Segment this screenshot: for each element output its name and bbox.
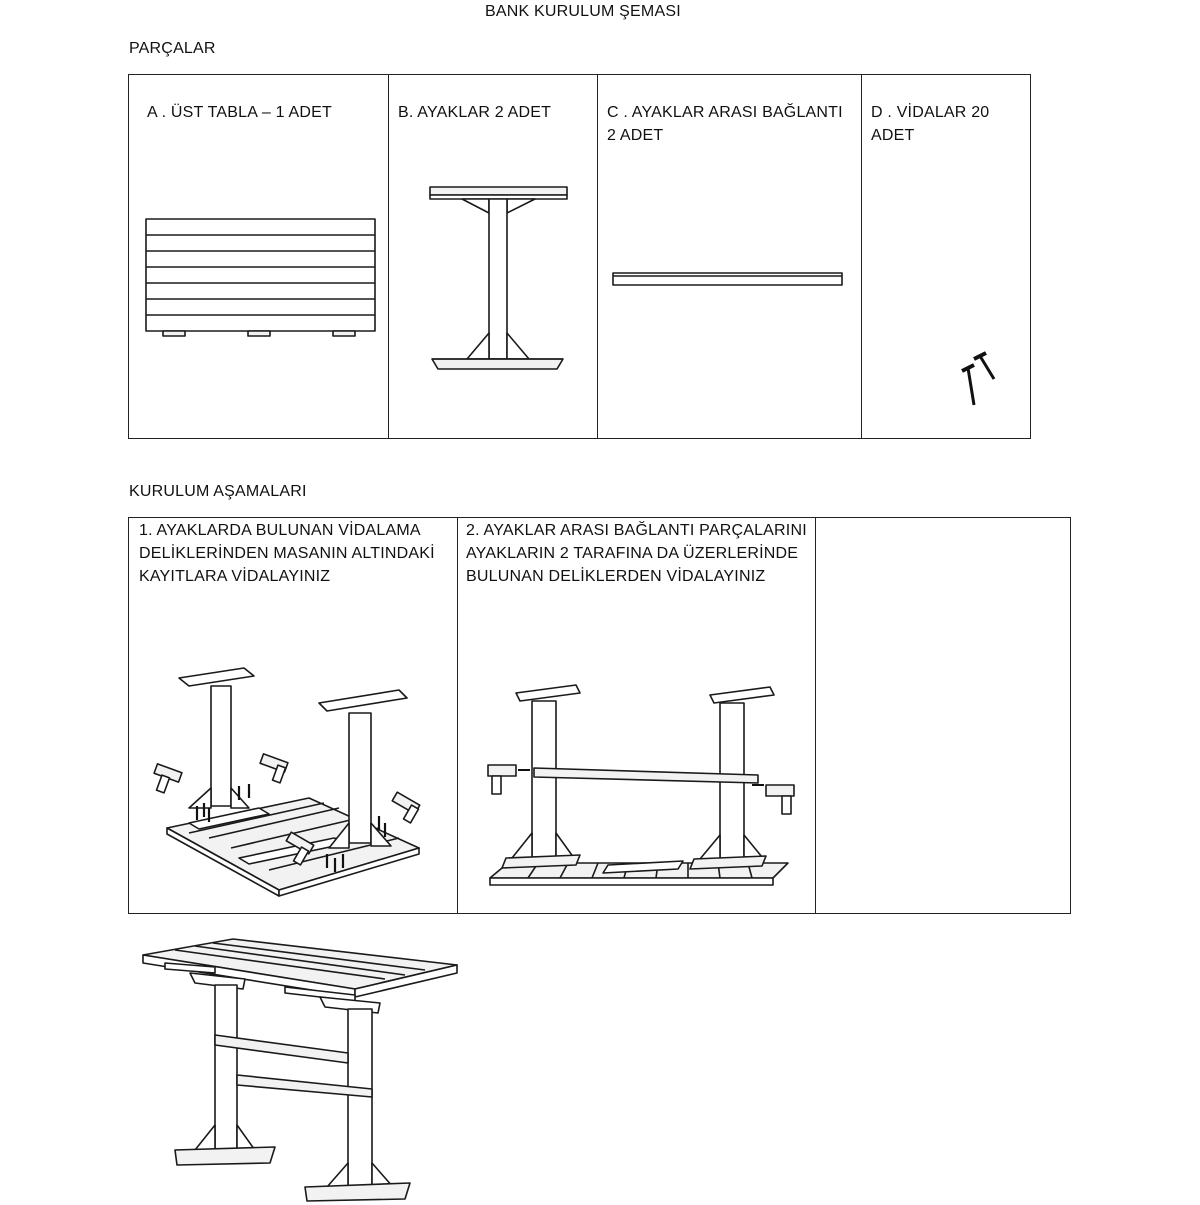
- parts-heading: PARÇALAR: [129, 40, 216, 57]
- drill-icon: [260, 754, 288, 783]
- part-label-table-top: A . ÜST TABLA – 1 ADET: [147, 104, 332, 121]
- drill-icon: [488, 765, 516, 794]
- step-label-1: 1. AYAKLARDA BULUNAN VİDALAMA DELİKLERİNDEN MASANIN ALTINDAKİ KAYITLARA VİDALAYINIZ: [139, 522, 435, 585]
- drill-icon: [154, 764, 182, 793]
- part-cell-legs: [388, 74, 598, 439]
- screws-icon: [950, 345, 1010, 415]
- leg-icon: [427, 183, 577, 383]
- step-label-2: 2. AYAKLAR ARASI BAĞLANTI PARÇALARINI AYAKLARIN 2 TARAFINA DA ÜZERLERİNDE BULUNAN DELİKLERDEN VİDALAYINIZ: [466, 522, 807, 585]
- connector-bar-icon: [610, 267, 850, 297]
- finished-table-illustration: [135, 935, 475, 1205]
- part-cell-connector: [597, 74, 862, 439]
- step1-assembly-illustration: [149, 658, 449, 918]
- part-cell-screws: [861, 74, 1031, 439]
- part-label-connector: C . AYAKLAR ARASI BAĞLANTI 2 ADET: [607, 104, 843, 144]
- drill-icon: [392, 792, 420, 823]
- step-cell-3: [815, 517, 1071, 914]
- table-top-icon: [143, 215, 383, 345]
- document-title: BANK KURULUM ŞEMASI: [485, 3, 681, 20]
- step-cell-1: [128, 517, 458, 914]
- step2-assembly-illustration: [468, 673, 808, 903]
- steps-heading: KURULUM AŞAMALARI: [129, 483, 307, 500]
- drill-icon: [766, 785, 794, 814]
- part-cell-table-top: [128, 74, 389, 439]
- step-cell-2: [457, 517, 816, 914]
- part-label-legs: B. AYAKLAR 2 ADET: [398, 104, 552, 121]
- part-label-screws: D . VİDALAR 20 ADET: [871, 104, 990, 144]
